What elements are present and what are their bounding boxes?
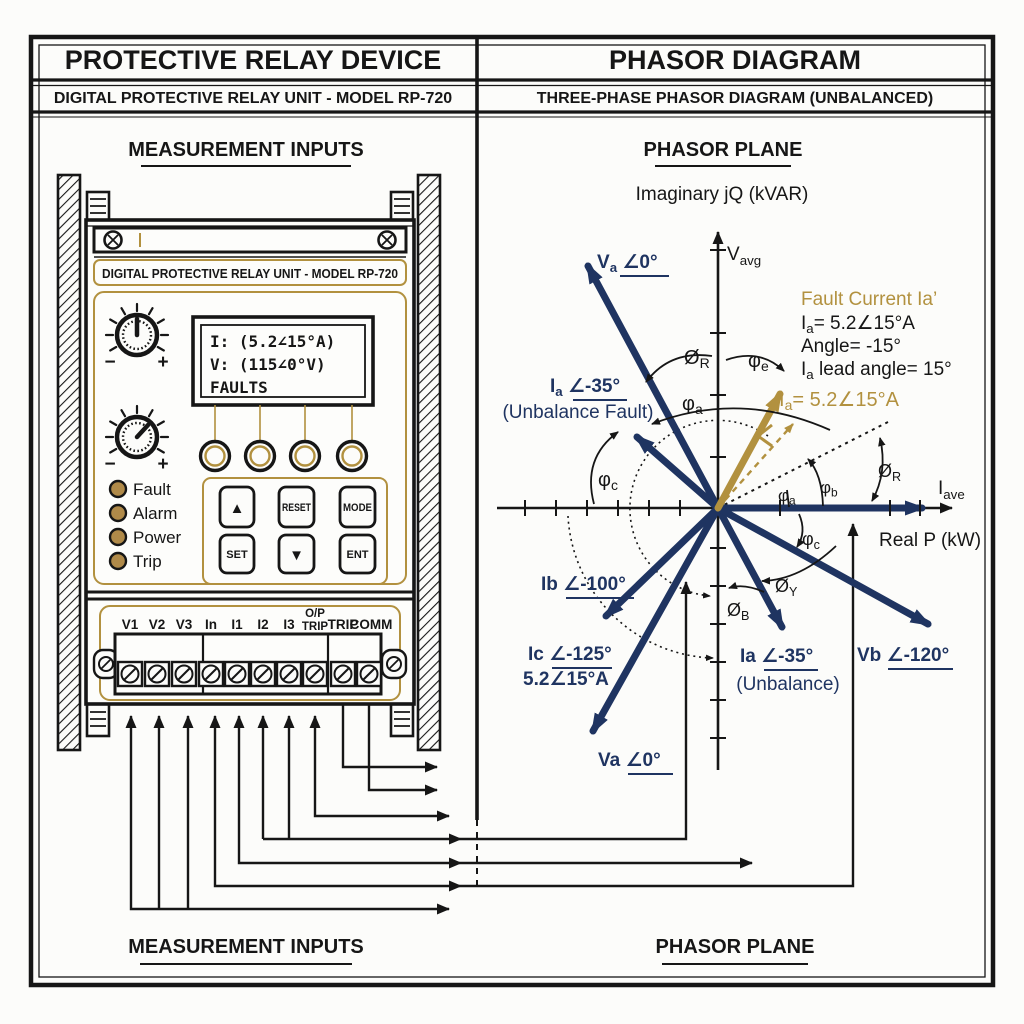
measurement-inputs-heading-bottom: MEASUREMENT INPUTS bbox=[128, 936, 364, 958]
knob-plus-label: + bbox=[157, 454, 169, 475]
led-label: Fault bbox=[133, 480, 171, 499]
key-mode-button[interactable] bbox=[340, 487, 375, 527]
lcd-line-current: I: (5.2∠15°A) bbox=[210, 332, 336, 351]
led-indicator-icon bbox=[110, 529, 126, 545]
terminal-label: I1 bbox=[231, 617, 243, 632]
led-power bbox=[110, 528, 182, 547]
label-ic: Ic ∠-125° bbox=[528, 644, 612, 665]
terminal-label: V1 bbox=[121, 617, 139, 632]
fault-note-line3: $I_a$ lead angle= 15° bbox=[801, 359, 952, 382]
key-down-button[interactable] bbox=[279, 535, 314, 573]
lcd-line-faults: FAULTS bbox=[210, 378, 268, 397]
i-ave-label: $I_{ave}$ bbox=[938, 478, 965, 502]
label-vb: Vb ∠-120° bbox=[857, 645, 950, 666]
led-indicator-icon bbox=[110, 481, 126, 497]
right-mounting-rail bbox=[418, 175, 440, 750]
angle-label-phi-a-2: $\varphi_a$ bbox=[778, 486, 796, 508]
round-button-4[interactable] bbox=[338, 442, 367, 471]
angle-label-phi-c-2: $\varphi_c$ bbox=[802, 529, 820, 552]
lcd-line-voltage: V: (115∠0°V) bbox=[210, 355, 326, 374]
knob-minus-label: − bbox=[104, 352, 116, 373]
round-button-3[interactable] bbox=[291, 442, 320, 471]
angle-label-phi-b: $\varphi_b$ bbox=[820, 478, 838, 500]
angle-label-o-b: $Ø_B$ bbox=[727, 600, 750, 623]
screw-icon bbox=[379, 232, 396, 249]
fault-note-line1: $I_a=$ 5.2∠15°A bbox=[801, 313, 915, 336]
left-panel-title: PROTECTIVE RELAY DEVICE bbox=[64, 45, 442, 75]
key-up-button[interactable] bbox=[220, 487, 254, 527]
v-avg-label: $V_{avg}$ bbox=[727, 244, 762, 268]
label-va-top: $V_a$ ∠0° bbox=[597, 252, 658, 275]
imaginary-axis-title: Imaginary jQ (kVAR) bbox=[635, 184, 809, 205]
led-label: Power bbox=[133, 528, 182, 547]
label-ic-magnitude: 5.2∠15°A bbox=[523, 669, 609, 690]
terminal-screws bbox=[118, 662, 381, 686]
label-va-bottom: Va ∠0° bbox=[598, 750, 661, 771]
knob-minus-label: − bbox=[104, 454, 116, 475]
led-trip bbox=[110, 552, 162, 571]
screw-icon bbox=[105, 232, 122, 249]
terminal-label: TRIP bbox=[327, 617, 359, 632]
right-panel-subtitle: THREE-PHASE PHASOR DIAGRAM (UNBALANCED) bbox=[536, 90, 934, 107]
right-panel-title: PHASOR DIAGRAM bbox=[608, 45, 862, 75]
key-label: ENT bbox=[346, 549, 369, 561]
terminal-label: V3 bbox=[175, 617, 193, 632]
angle-label-phi-e: $\varphi_e$ bbox=[748, 350, 769, 374]
terminal-label: COMM bbox=[349, 617, 393, 632]
fault-arrow-label: $I_a=$ 5.2∠15°A bbox=[779, 389, 899, 413]
key-reset-button[interactable] bbox=[279, 487, 314, 527]
fault-note-title: Fault Current Ia’ bbox=[801, 289, 938, 310]
terminal-label: TRIP bbox=[301, 621, 329, 633]
top-right-clip bbox=[391, 192, 413, 220]
terminal-label: O/P bbox=[305, 608, 325, 620]
label-ia-bottom-right-note: (Unbalance) bbox=[736, 674, 840, 695]
angle-label-o-y: $Ø_Y$ bbox=[775, 576, 798, 599]
terminal-label: I3 bbox=[283, 617, 295, 632]
led-label: Trip bbox=[133, 552, 162, 571]
key-label: RESET bbox=[282, 502, 312, 514]
left-panel-subtitle: DIGITAL PROTECTIVE RELAY UNIT - MODEL RP-720 bbox=[53, 90, 453, 107]
real-axis-title: Real P (kW) bbox=[879, 530, 982, 551]
led-fault bbox=[110, 480, 171, 499]
phasor-plane-heading-bottom: PHASOR PLANE bbox=[655, 936, 815, 958]
lcd-display bbox=[193, 317, 373, 405]
terminal-ear-right bbox=[382, 650, 406, 678]
bottom-left-clip bbox=[87, 704, 109, 736]
angle-label-o-r: $Ø_R$ bbox=[684, 347, 710, 371]
label-ia-fault-note: (Unbalance Fault) bbox=[502, 402, 654, 423]
label-ia-fault: $I_a$ ∠-35° bbox=[550, 376, 621, 399]
led-alarm bbox=[110, 504, 177, 523]
led-label: Alarm bbox=[133, 504, 178, 523]
model-plate-label: DIGITAL PROTECTIVE RELAY UNIT - MODEL RP-720 bbox=[102, 266, 398, 281]
phasor-plane-heading-top: PHASOR PLANE bbox=[643, 139, 803, 161]
left-mounting-rail bbox=[58, 175, 80, 750]
key-label: ▲ bbox=[229, 500, 245, 517]
terminal-label: I2 bbox=[257, 617, 269, 632]
round-button-1[interactable] bbox=[201, 442, 230, 471]
key-label: ▼ bbox=[289, 547, 304, 564]
bottom-right-clip bbox=[391, 704, 413, 736]
led-indicator-icon bbox=[110, 553, 126, 569]
round-button-2[interactable] bbox=[246, 442, 275, 471]
knob-plus-label: + bbox=[157, 352, 169, 373]
key-set-button[interactable] bbox=[220, 535, 254, 573]
key-ent-button[interactable] bbox=[340, 535, 375, 573]
key-label: MODE bbox=[343, 502, 372, 514]
key-label: SET bbox=[226, 549, 248, 561]
fault-note-line2: Angle= -15° bbox=[801, 336, 902, 357]
angle-label-phi-c: $\varphi_c$ bbox=[598, 469, 618, 493]
terminal-label: In bbox=[205, 617, 217, 632]
angle-label-phi-a: $\varphi_a$ bbox=[682, 393, 703, 417]
measurement-inputs-heading-top: MEASUREMENT INPUTS bbox=[128, 139, 364, 161]
terminal-label: V2 bbox=[148, 617, 166, 632]
label-ia-bottom-right: Ia ∠-35° bbox=[740, 646, 814, 667]
angle-label-o-r-2: $Ø_R$ bbox=[878, 461, 902, 484]
label-ib: Ib ∠-100° bbox=[541, 574, 626, 595]
top-left-clip bbox=[87, 192, 109, 220]
led-indicator-icon bbox=[110, 505, 126, 521]
